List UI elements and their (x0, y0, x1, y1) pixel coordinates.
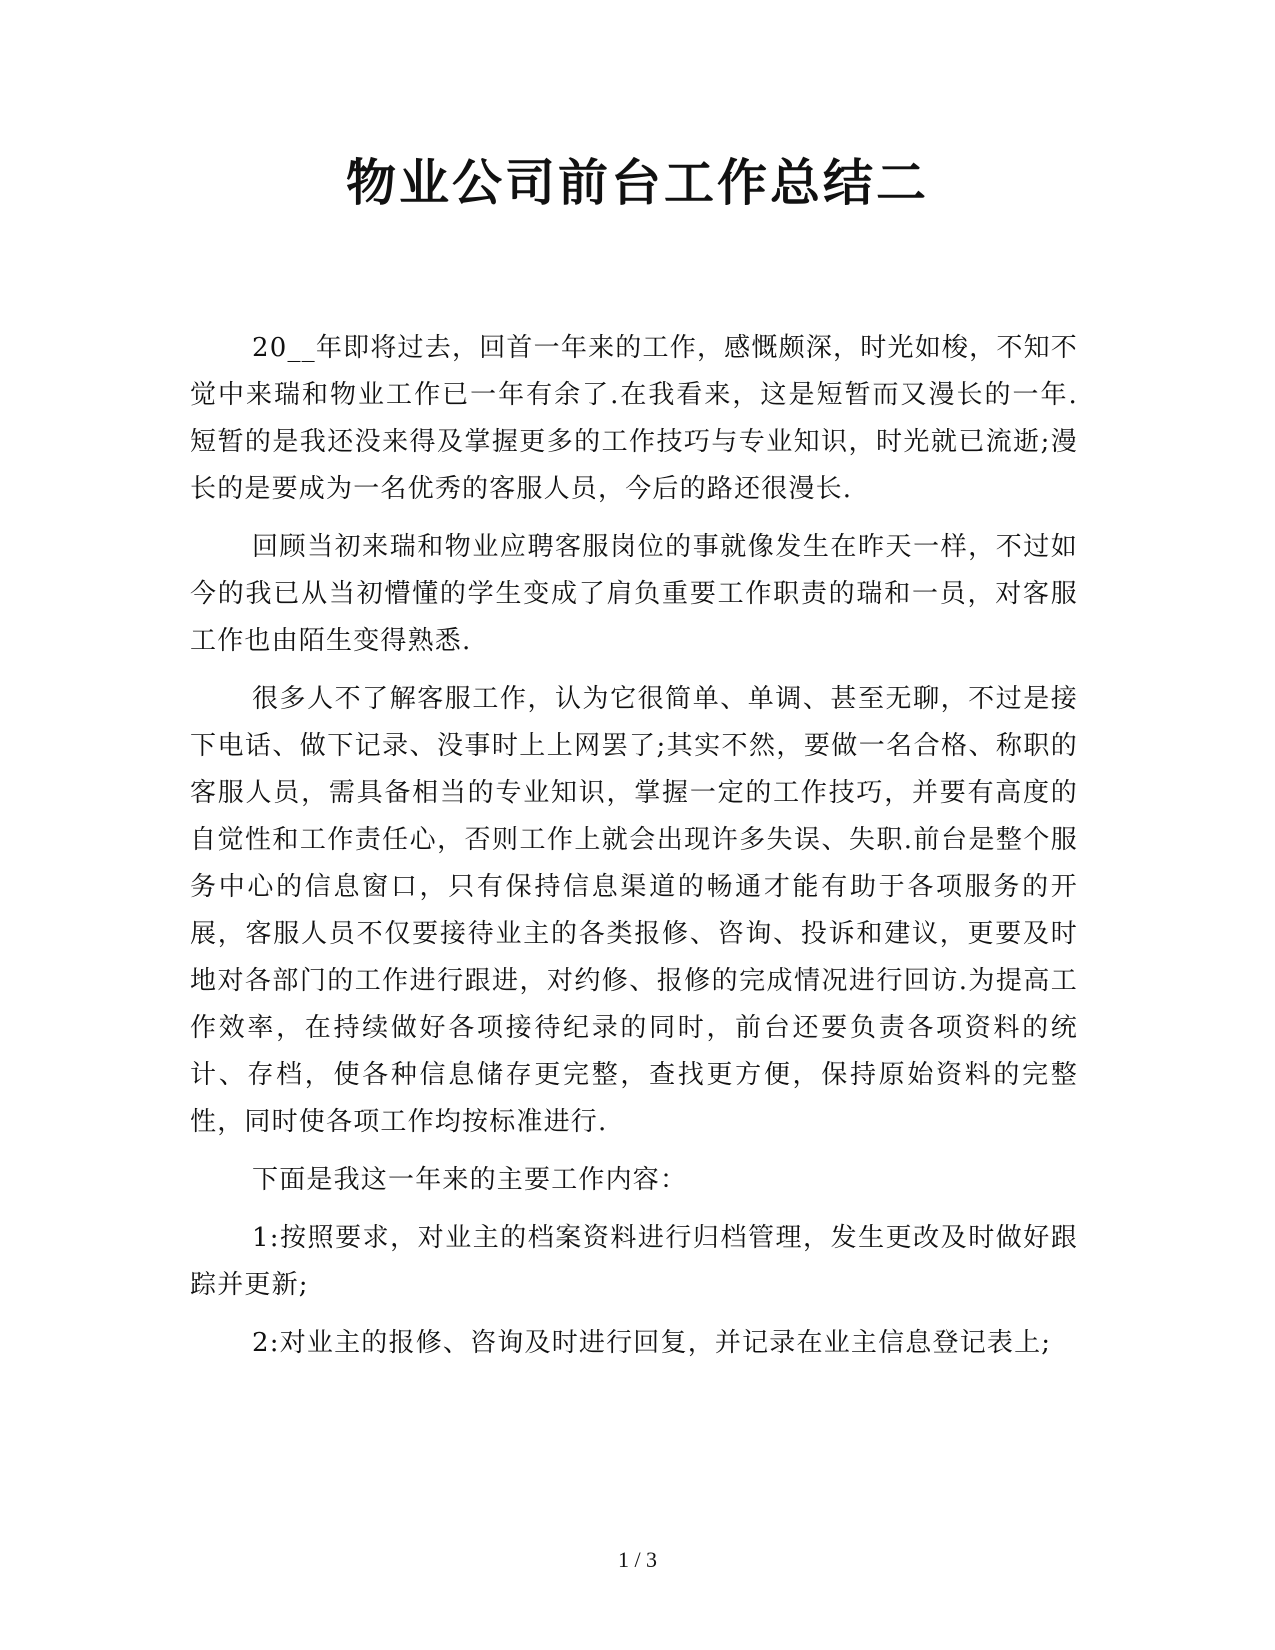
document-body (190, 325, 1078, 1378)
paragraph-list-heading: 下面是我这一年来的主要工作内容： (252, 1165, 688, 1195)
list-item-1: 1:按照要求，对业主的档案资料进行归档管理，发生更改及时做好跟踪并更新; (190, 1223, 1078, 1300)
paragraph-job-description: 很多人不了解客服工作，认为它很简单、单调、甚至无聊，不过是接下电话、做下记录、没事时上上网罢了;其实不然，要做一名合格、称职的客服人员，需具备相当的专业知识，掌握一定的工作技巧，并要有高度的自觉性和工作责任心，否则工作上就会出现许多失误、失职.前台是整个服务中心的信息窗口，只有保持信息渠道的畅通才能有助于各项服务的开展，客服人员不仅要接待业主的各类报修、咨询、投诉和建议，更要及时地对各部门的工作进行跟进，对约修、报修的完成情况进行回访.为提高工作效率，在持续做好各项接待纪录的同时，前台还要负责各项资料的统计、存档，使各种信息储存更完整，查找更方便，保持原始资料的完整性，同时使各项工作均按标准进行. (190, 684, 1078, 1137)
paragraph-intro: 20__年即将过去，回首一年来的工作，感慨颇深，时光如梭，不知不觉中来瑞和物业工作已一年有余了.在我看来，这是短暂而又漫长的一年.短暂的是我还没来得及掌握更多的工作技巧与专业知识，时光就已流逝;漫长的是要成为一名优秀的客服人员，今后的路还很漫长. (190, 333, 1078, 504)
document-title: 物业公司前台工作总结二 (346, 153, 929, 212)
list-item-2: 2:对业主的报修、咨询及时进行回复，并记录在业主信息登记表上; (252, 1328, 1052, 1358)
paragraph-review: 回顾当初来瑞和物业应聘客服岗位的事就像发生在昨天一样，不过如今的我已从当初懵懂的学生变成了肩负重要工作职责的瑞和一员，对客服工作也由陌生变得熟悉. (190, 532, 1078, 656)
page-number: 1 / 3 (617, 1547, 658, 1572)
